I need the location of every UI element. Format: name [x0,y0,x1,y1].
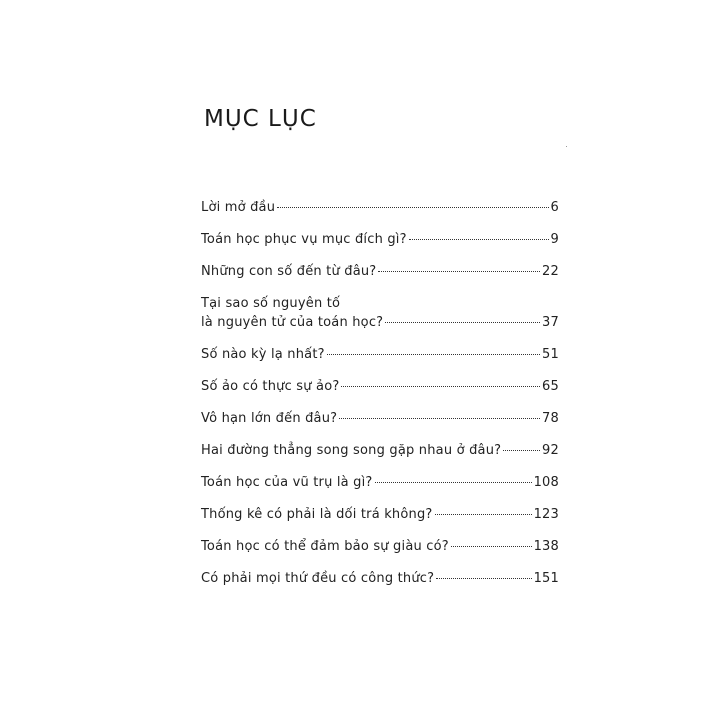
dot-leader [339,418,540,419]
toc-line [201,313,559,332]
toc-entry-title: Hai đường thẳng song song gặp nhau ở đâu? [201,443,502,458]
dot-leader [327,354,540,355]
toc-line [201,473,559,492]
toc-line [201,345,559,364]
toc-entry [201,262,559,281]
toc-entry [201,473,559,492]
toc-page-number: 6 [550,200,559,215]
dot-leader [451,546,532,547]
toc-entry-title: Những con số đến từ đâu? [201,264,377,279]
toc-page-number: 22 [542,264,559,279]
toc-line [201,441,559,460]
toc-entry-title: Số ảo có thực sự ảo? [201,379,340,394]
toc-entry [201,409,559,428]
toc-page-number: 78 [542,411,559,426]
toc-line [201,230,559,249]
dot-leader [378,271,540,272]
table-of-contents [201,198,559,588]
toc-line [201,505,559,524]
dot-leader [277,207,548,208]
dot-leader [385,322,540,323]
dot-leader [436,578,531,579]
toc-entry [201,441,559,460]
dot-leader [341,386,540,387]
page-title: MỤC LỤC [204,106,317,132]
toc-line [201,409,559,428]
toc-page-number: 51 [542,347,559,362]
toc-entry [201,377,559,396]
dot-leader [435,514,532,515]
toc-entry-title: Toán học phục vụ mục đích gì? [201,232,407,247]
toc-entry-title: là nguyên tử của toán học? [201,315,384,330]
toc-entry-title: Toán học của vũ trụ là gì? [201,475,373,490]
toc-line [201,569,559,588]
toc-entry-title: Toán học có thể đảm bảo sự giàu có? [201,539,449,554]
toc-entry [201,345,559,364]
toc-entry [201,294,559,332]
toc-entry [201,230,559,249]
toc-line [201,198,559,217]
dot-leader [503,450,540,451]
toc-page-number: 9 [550,232,559,247]
toc-entry-title: Lời mở đầu [201,200,276,215]
toc-entry-title: Vô hạn lớn đến đâu? [201,411,338,426]
toc-entry-title: Có phải mọi thứ đều có công thức? [201,571,435,586]
toc-page-number: 138 [533,539,559,554]
toc-page-number: 151 [533,571,559,586]
toc-page-number: 37 [542,315,559,330]
toc-page-number: 65 [542,379,559,394]
dot-leader [375,482,532,483]
toc-line [201,262,559,281]
toc-entry-title-line1: Tại sao số nguyên tố [201,296,341,311]
dot-leader [409,239,549,240]
toc-line [201,377,559,396]
toc-page-number: 123 [533,507,559,522]
toc-line [201,537,559,556]
paper-speck [566,146,567,147]
toc-entry [201,537,559,556]
toc-entry [201,569,559,588]
toc-entry [201,198,559,217]
toc-entry [201,505,559,524]
toc-page-number: 92 [542,443,559,458]
toc-page-number: 108 [533,475,559,490]
toc-entry-title: Thống kê có phải là dối trá không? [201,507,433,522]
toc-entry-title: Số nào kỳ lạ nhất? [201,347,325,362]
